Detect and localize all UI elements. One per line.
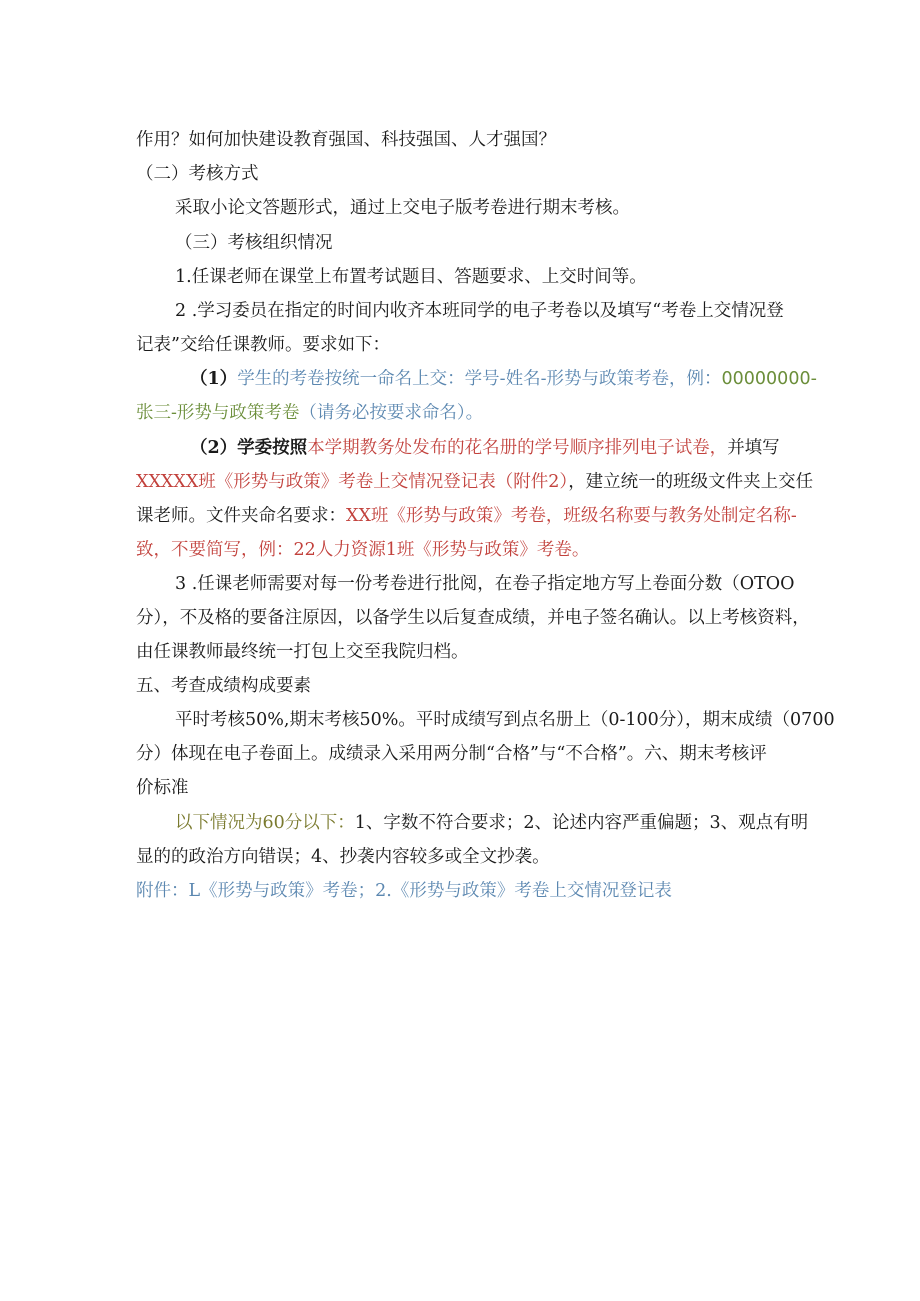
- section-heading-assessment-organization: （三）考核组织情况: [175, 233, 333, 253]
- sub-item-1-cont: [136, 401, 483, 425]
- list-item-3: 3 .任课老师需要对每一份考卷进行批阅，在卷子指定地方写上卷面分数（OTOO: [175, 574, 795, 594]
- list-item-2-cont: 记表”交给任课教师。要求如下：: [136, 335, 390, 355]
- attachments-line: 附件：L《形势与政策》考卷；2.《形势与政策》考卷上交情况登记表: [136, 881, 672, 901]
- grade-paragraph-cont-2: 价标准: [136, 778, 189, 798]
- criteria-lead: 以下情况为60分以下：: [175, 813, 355, 833]
- criteria-items: 1、字数不符合要求；2、论述内容严重偏题；3、观点有明: [354, 813, 809, 833]
- folder-naming-example: 致，不要简写，例：22人力资源1班《形势与政策》考卷。: [136, 540, 590, 560]
- criteria-paragraph-cont: 显的的政治方向错误；4、抄袭内容较多或全文抄袭。: [136, 847, 550, 867]
- sub-item-1: [190, 367, 817, 391]
- sub-item-2-cont: [136, 470, 813, 494]
- sub-item-2-cont-2: [136, 504, 797, 528]
- grade-paragraph-cont: 分）体现在电子卷面上。成绩录入采用两分制“合格”与“不合格”。六、期末考核评: [136, 744, 767, 764]
- paragraph-line: 作用？如何加快建设教育强国、科技强国、人才强国？: [136, 130, 556, 150]
- ordering-rule-text: 本学期教务处发布的花名册的学号顺序排列电子试卷，: [307, 438, 728, 458]
- sub-item-2-lead: （2）学委按照: [190, 438, 308, 458]
- list-item-1: 1.任课老师在课堂上布置考试题目、答题要求、上交时间等。: [175, 267, 647, 287]
- section-heading-grade-composition: 五、考查成绩构成要素: [136, 676, 311, 696]
- naming-note: （请务必按要求命名）。: [299, 403, 484, 423]
- sub-item-2-tail: 并填写: [727, 438, 780, 458]
- list-item-3-cont: 分），不及格的要备注原因，以备学生以后复查成绩，并电子签名确认。以上考核资料，: [136, 608, 810, 628]
- naming-example-id: 00000000-: [721, 369, 817, 389]
- folder-naming-label: 课老师。文件夹命名要求：: [136, 506, 346, 526]
- list-item-3-cont-2: 由任课教师最终统一打包上交至我院归档。: [136, 642, 469, 662]
- registration-form-title: XXXXX班《形势与政策》考卷上交情况登记表（附件2）: [136, 472, 569, 492]
- sub-item-1-number: （1）: [190, 369, 238, 389]
- grade-paragraph: 平时考核50%,期末考核50%。平时成绩写到点名册上（0-100分），期末成绩（0700: [175, 710, 835, 730]
- sub-item-2: [190, 436, 780, 460]
- paragraph-line: 采取小论文答题形式，通过上交电子版考卷进行期末考核。: [175, 198, 630, 218]
- list-item-2: 2 .学习委员在指定的时间内收齐本班同学的电子考卷以及填写“考卷上交情况登: [175, 301, 784, 321]
- naming-rule-text: 学生的考卷按统一命名上交：学号-姓名-形势与政策考卷，例：: [237, 369, 722, 389]
- criteria-paragraph: [175, 811, 808, 835]
- folder-naming-rule: XX班《形势与政策》考卷，班级名称要与教务处制定名称-: [346, 506, 797, 526]
- naming-example-name: 张三-形势与政策考卷: [136, 403, 300, 423]
- folder-instruction: ，建立统一的班级文件夹上交任: [568, 472, 814, 492]
- section-heading-assessment-method: （二）考核方式: [136, 164, 259, 184]
